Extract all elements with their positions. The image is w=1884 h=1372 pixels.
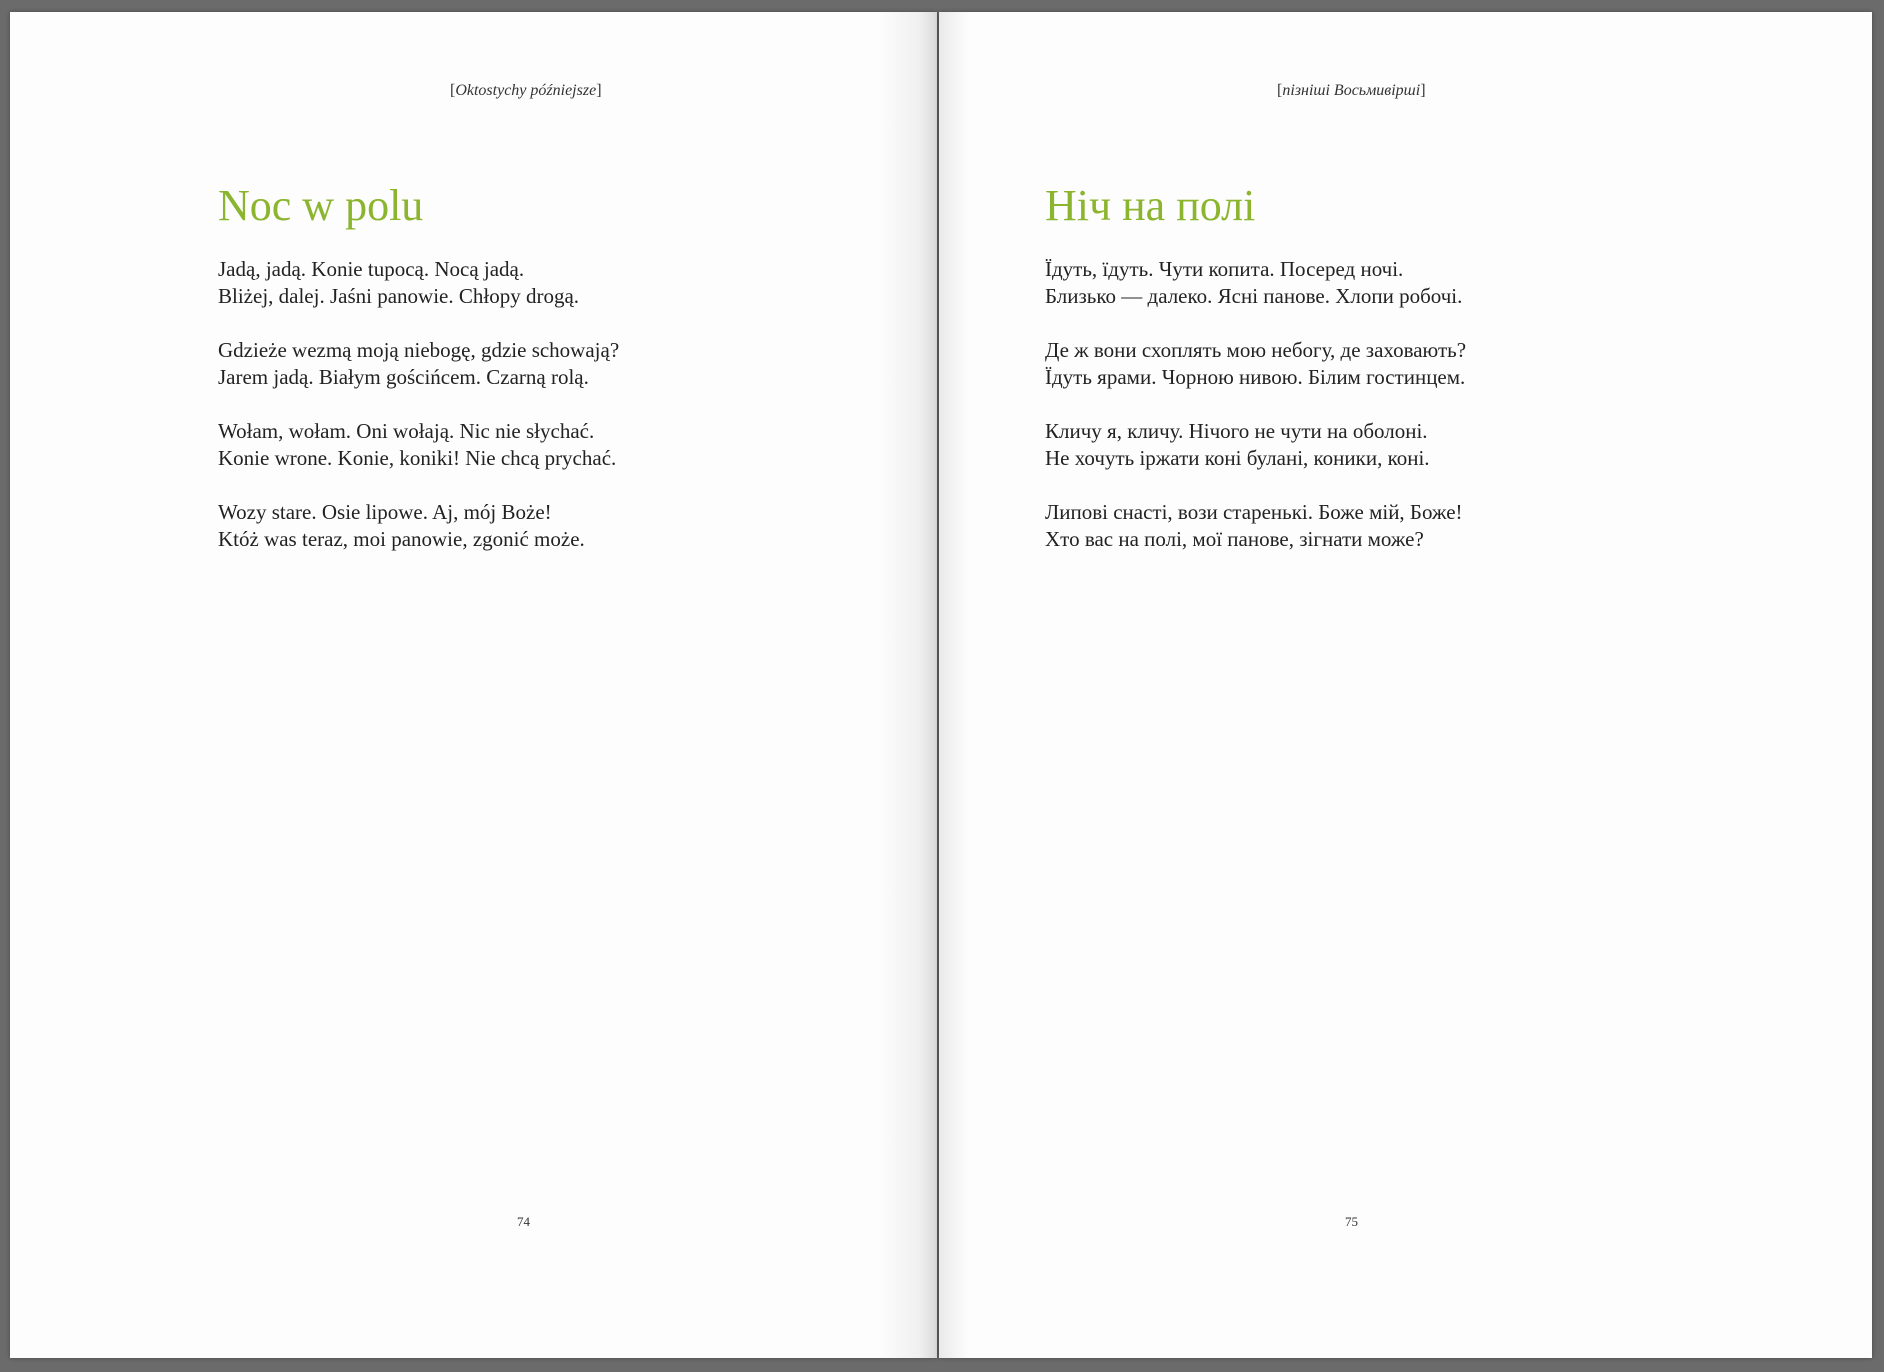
stanza [218, 418, 619, 472]
verse-line: Gdzieże wezmą moją niebogę, gdzie schowają? [218, 338, 620, 362]
stanza [218, 256, 619, 310]
verse-line: Їдуть, їдуть. Чути копита. Посеред ночі. [1045, 257, 1404, 281]
running-head-left: [Oktostychy późniejsze] [450, 82, 602, 99]
page-number-right: 75 [1345, 1214, 1358, 1229]
verse-line: Konie wrone. Konie, koniki! Nie chcą prychać. [218, 446, 617, 470]
page-number-left: 74 [517, 1214, 530, 1229]
running-head-left-text: Oktostychy późniejsze [455, 82, 597, 99]
stanza [218, 337, 619, 391]
running-head-right-text: пізніші Восьмивірші [1282, 82, 1421, 99]
stanza [1045, 256, 1466, 310]
verse-line: Jarem jadą. Białym gościńcem. Czarną rolą. [218, 365, 589, 389]
verse-line: Wozy stare. Osie lipowe. Aj, mój Boże! [218, 500, 552, 524]
verse-line: Któż was teraz, moi panowie, zgonić może. [218, 527, 585, 551]
verse-line: Де ж вони схоплять мою небогу, де заховають? [1045, 338, 1467, 362]
verse-line: Близько — далеко. Ясні панове. Хлопи робочі. [1045, 284, 1463, 308]
stanza [1045, 499, 1466, 553]
verse-line: Не хочуть іржати коні булані, коники, коні. [1045, 446, 1430, 470]
verse-line: Кличу я, кличу. Нічого не чути на оболоні. [1045, 419, 1428, 443]
stanza [218, 499, 619, 553]
verse-line: Wołam, wołam. Oni wołają. Nic nie słychać. [218, 419, 595, 443]
verse-line: Bliżej, dalej. Jaśni panowie. Chłopy drogą. [218, 284, 580, 308]
stanza [1045, 418, 1466, 472]
right-page [939, 12, 1872, 1358]
poem-body-right [1045, 256, 1466, 580]
verse-line: Jadą, jadą. Konie tupocą. Nocą jadą. [218, 257, 525, 281]
stanza [1045, 337, 1466, 391]
verse-line: Хто вас на полі, мої панове, зігнати може? [1045, 527, 1424, 551]
poem-title-left: Noc w polu [218, 181, 424, 230]
running-head-right: [пізніші Восьмивірші] [1277, 82, 1426, 99]
poem-title-right: Ніч на полі [1045, 181, 1256, 230]
left-page [10, 12, 937, 1358]
verse-line: Їдуть ярами. Чорною нивою. Білим гостинцем. [1045, 365, 1466, 389]
verse-line: Липові снасті, вози старенькі. Боже мій, Боже! [1045, 500, 1463, 524]
poem-body-left [218, 256, 619, 580]
